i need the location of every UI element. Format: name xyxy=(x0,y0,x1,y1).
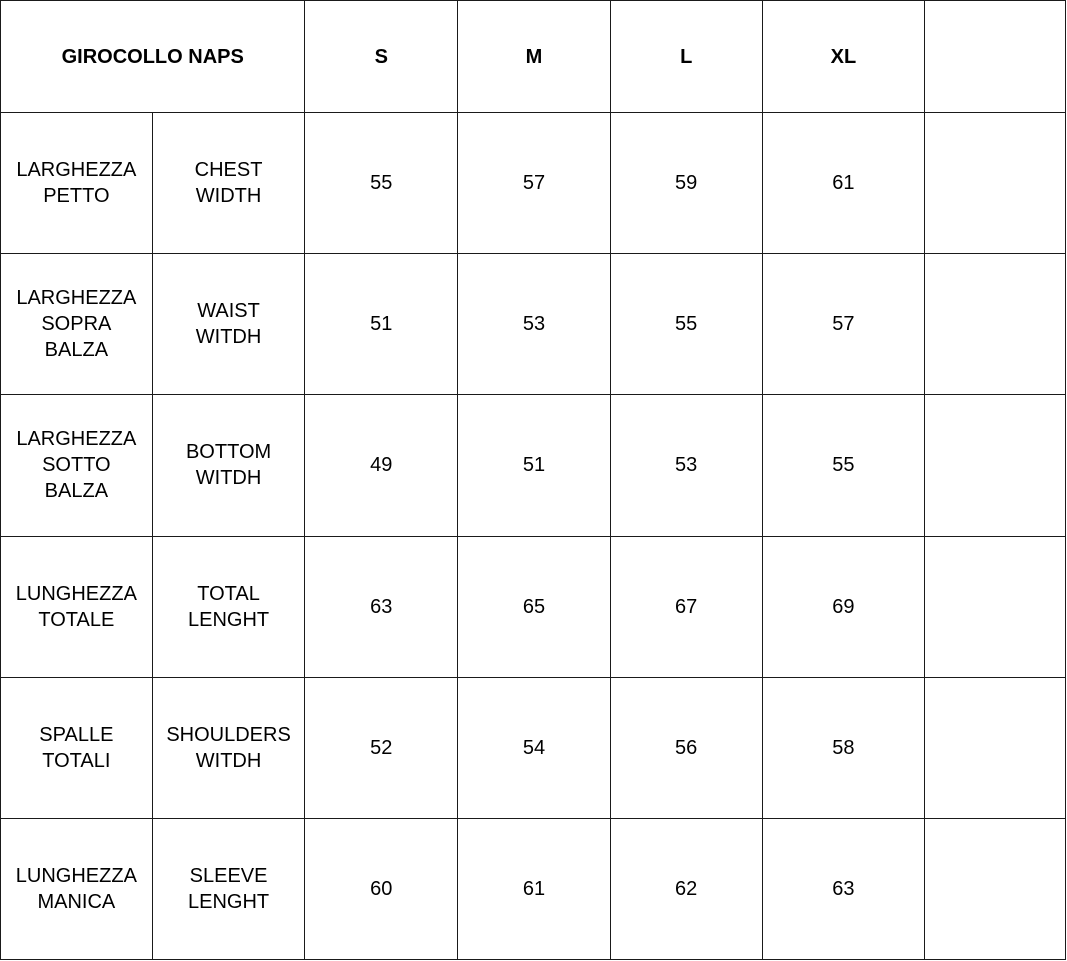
measure-label-en: BOTTOM WITDH xyxy=(152,395,305,536)
value-cell-s: 51 xyxy=(305,254,458,395)
value-cell-m: 51 xyxy=(458,395,611,536)
size-header-empty xyxy=(925,1,1066,113)
value-cell-l: 67 xyxy=(610,536,762,677)
value-cell-empty xyxy=(925,677,1066,818)
measure-label-it: SPALLE TOTALI xyxy=(1,677,153,818)
size-header-l: L xyxy=(610,1,762,113)
measure-label-it: LUNGHEZZA MANICA xyxy=(1,818,153,959)
value-cell-empty xyxy=(925,113,1066,254)
value-cell-s: 52 xyxy=(305,677,458,818)
table-row xyxy=(1,536,1066,677)
value-cell-xl: 58 xyxy=(762,677,925,818)
value-cell-m: 53 xyxy=(458,254,611,395)
value-cell-l: 53 xyxy=(610,395,762,536)
header-row xyxy=(1,1,1066,113)
value-cell-xl: 61 xyxy=(762,113,925,254)
measure-label-it: LUNGHEZZA TOTALE xyxy=(1,536,153,677)
table-row xyxy=(1,818,1066,959)
value-cell-l: 56 xyxy=(610,677,762,818)
value-cell-empty xyxy=(925,254,1066,395)
value-cell-empty xyxy=(925,818,1066,959)
size-header-s: S xyxy=(305,1,458,113)
value-cell-xl: 69 xyxy=(762,536,925,677)
value-cell-l: 55 xyxy=(610,254,762,395)
value-cell-m: 65 xyxy=(458,536,611,677)
value-cell-l: 62 xyxy=(610,818,762,959)
measure-label-it: LARGHEZZA SOPRA BALZA xyxy=(1,254,153,395)
value-cell-l: 59 xyxy=(610,113,762,254)
measure-label-it: LARGHEZZA SOTTO BALZA xyxy=(1,395,153,536)
value-cell-xl: 63 xyxy=(762,818,925,959)
measure-label-en: TOTAL LENGHT xyxy=(152,536,305,677)
size-header-m: M xyxy=(458,1,611,113)
value-cell-m: 57 xyxy=(458,113,611,254)
value-cell-xl: 57 xyxy=(762,254,925,395)
table-row xyxy=(1,113,1066,254)
value-cell-m: 61 xyxy=(458,818,611,959)
table-row xyxy=(1,677,1066,818)
table-row xyxy=(1,254,1066,395)
value-cell-xl: 55 xyxy=(762,395,925,536)
value-cell-empty xyxy=(925,536,1066,677)
measure-label-en: SLEEVE LENGHT xyxy=(152,818,305,959)
value-cell-m: 54 xyxy=(458,677,611,818)
size-header-xl: XL xyxy=(762,1,925,113)
measure-label-it: LARGHEZZA PETTO xyxy=(1,113,153,254)
value-cell-s: 63 xyxy=(305,536,458,677)
table-title: GIROCOLLO NAPS xyxy=(1,1,305,113)
measure-label-en: WAIST WITDH xyxy=(152,254,305,395)
value-cell-empty xyxy=(925,395,1066,536)
value-cell-s: 55 xyxy=(305,113,458,254)
measure-label-en: CHEST WIDTH xyxy=(152,113,305,254)
value-cell-s: 60 xyxy=(305,818,458,959)
value-cell-s: 49 xyxy=(305,395,458,536)
table-row xyxy=(1,395,1066,536)
measure-label-en: SHOULDERS WITDH xyxy=(152,677,305,818)
